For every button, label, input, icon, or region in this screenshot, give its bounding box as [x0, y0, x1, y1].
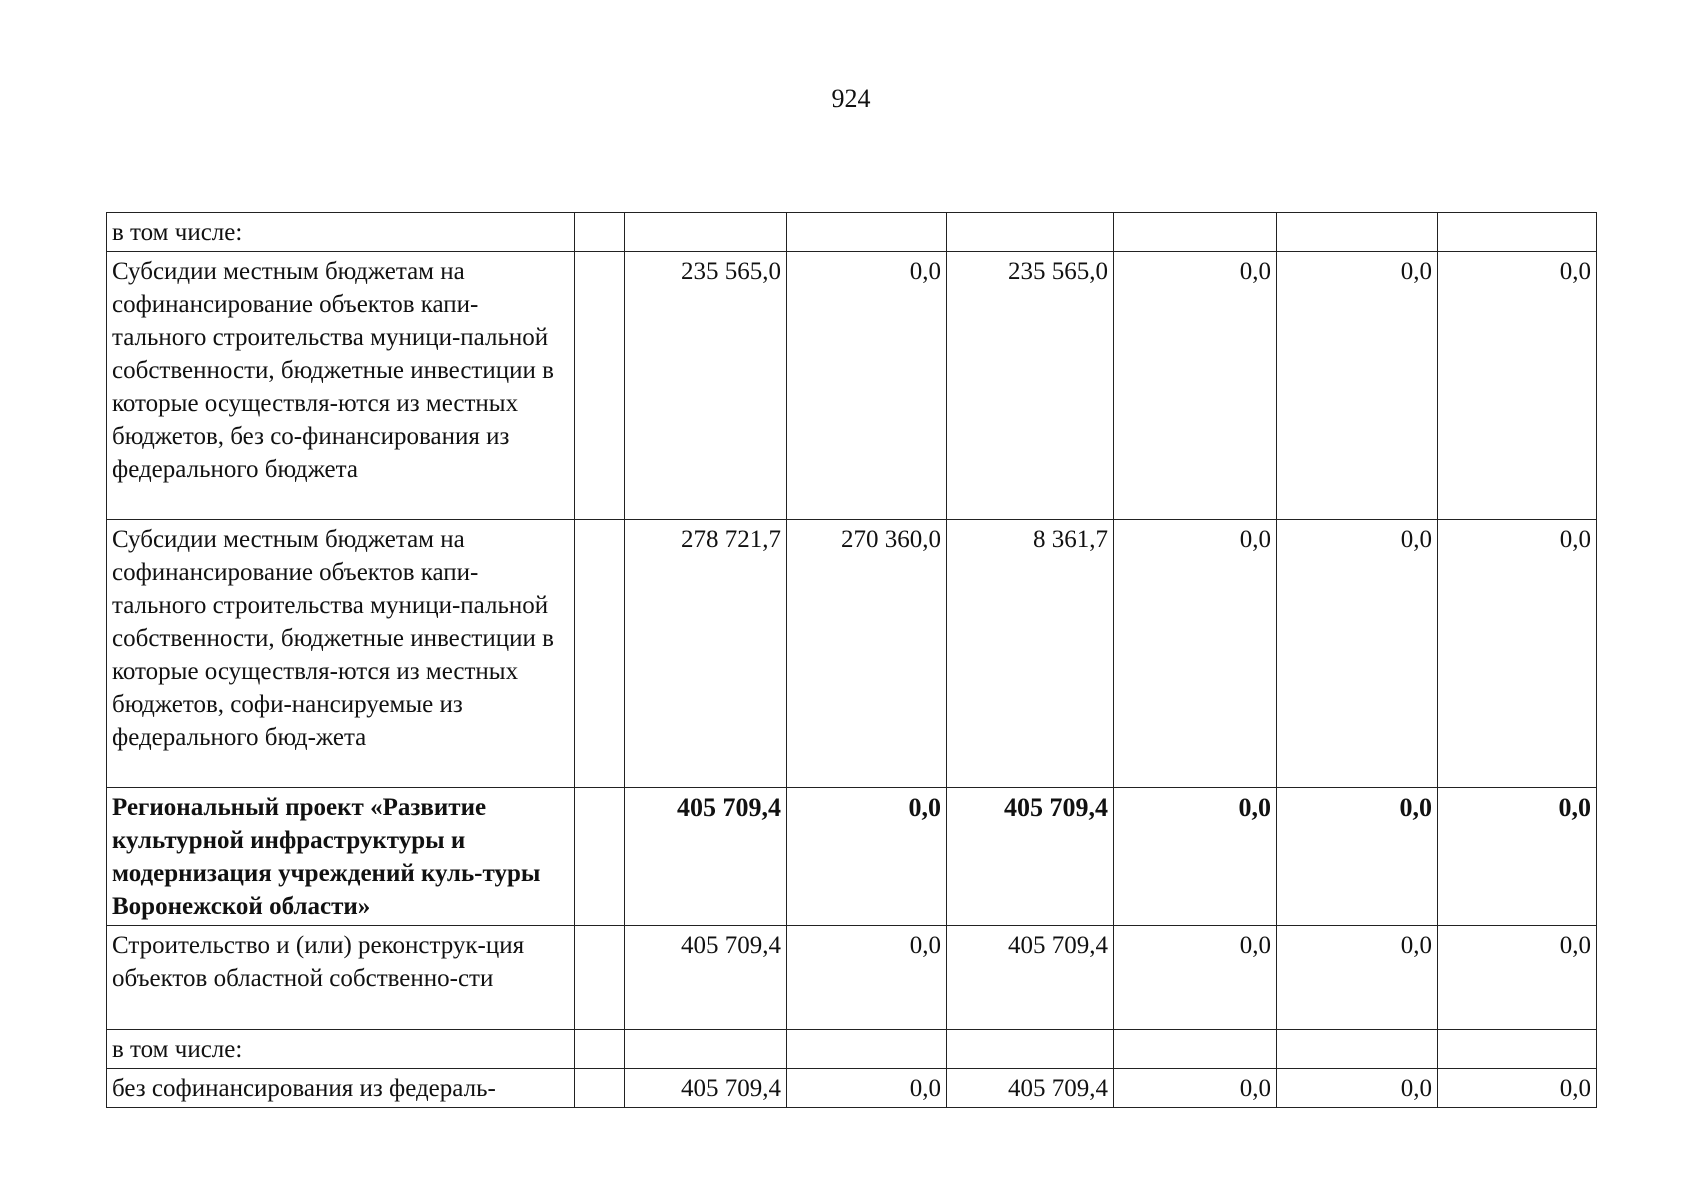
value-cell: 278 721,7 — [625, 520, 787, 788]
row-label: без софинансирования из федераль- — [107, 1069, 575, 1108]
table-row — [107, 252, 1597, 520]
table-row — [107, 926, 1597, 1030]
value-cell: 0,0 — [1438, 1069, 1597, 1108]
value-cell: 0,0 — [1438, 252, 1597, 520]
table-row — [107, 1069, 1597, 1108]
value-cell: 0,0 — [1438, 788, 1597, 926]
code-cell — [575, 1030, 625, 1069]
value-cell: 270 360,0 — [787, 520, 947, 788]
value-cell: 8 361,7 — [947, 520, 1114, 788]
value-cell: 0,0 — [787, 1069, 947, 1108]
value-cell: 235 565,0 — [625, 252, 787, 520]
value-cell: 0,0 — [1277, 788, 1438, 926]
row-label: Субсидии местным бюджетам на софинансирование объектов капи-тального строительства муници-пальной собственности, бюджетные инвестиции в которые осуществля-ются из местных бюджетов, софи-нансируемые из федерального бюд-жета — [107, 520, 575, 788]
value-cell: 0,0 — [1114, 252, 1277, 520]
value-cell: 405 709,4 — [625, 926, 787, 1030]
value-cell: 405 709,4 — [625, 1069, 787, 1108]
value-cell: 405 709,4 — [947, 1069, 1114, 1108]
value-cell — [1277, 1030, 1438, 1069]
value-cell: 0,0 — [1277, 926, 1438, 1030]
table-row-project — [107, 788, 1597, 926]
row-label: Региональный проект «Развитие культурной инфраструктуры и модернизация учреждений куль-туры Воронежской области» — [107, 788, 575, 926]
value-cell — [787, 213, 947, 252]
value-cell: 0,0 — [1277, 252, 1438, 520]
value-cell: 0,0 — [787, 252, 947, 520]
value-cell: 0,0 — [1277, 1069, 1438, 1108]
value-cell: 0,0 — [1114, 520, 1277, 788]
value-cell: 0,0 — [1114, 1069, 1277, 1108]
value-cell: 0,0 — [787, 788, 947, 926]
value-cell: 0,0 — [1438, 520, 1597, 788]
value-cell — [1114, 1030, 1277, 1069]
value-cell — [947, 1030, 1114, 1069]
value-cell — [625, 213, 787, 252]
table-row — [107, 213, 1597, 252]
value-cell: 405 709,4 — [625, 788, 787, 926]
code-cell — [575, 1069, 625, 1108]
value-cell — [1114, 213, 1277, 252]
value-cell — [1438, 1030, 1597, 1069]
table-row — [107, 1030, 1597, 1069]
code-cell — [575, 926, 625, 1030]
code-cell — [575, 252, 625, 520]
value-cell: 0,0 — [1114, 926, 1277, 1030]
value-cell — [947, 213, 1114, 252]
row-label: Субсидии местным бюджетам на софинансирование объектов капи-тального строительства муници-пальной собственности, бюджетные инвестиции в которые осуществля-ются из местных бюджетов, без со-финансирования из федерального бюджета — [107, 252, 575, 520]
value-cell — [1277, 213, 1438, 252]
value-cell — [625, 1030, 787, 1069]
row-label: в том числе: — [107, 1030, 575, 1069]
value-cell: 0,0 — [1114, 788, 1277, 926]
page-number: 924 — [831, 84, 871, 113]
value-cell: 405 709,4 — [947, 788, 1114, 926]
code-cell — [575, 788, 625, 926]
row-label: в том числе: — [107, 213, 575, 252]
budget-table — [106, 212, 1597, 1108]
value-cell: 405 709,4 — [947, 926, 1114, 1030]
value-cell: 0,0 — [1438, 926, 1597, 1030]
code-cell — [575, 213, 625, 252]
value-cell: 0,0 — [1277, 520, 1438, 788]
table-row — [107, 520, 1597, 788]
value-cell — [787, 1030, 947, 1069]
code-cell — [575, 520, 625, 788]
value-cell: 235 565,0 — [947, 252, 1114, 520]
value-cell: 0,0 — [787, 926, 947, 1030]
value-cell — [1438, 213, 1597, 252]
row-label: Строительство и (или) реконструк-ция объектов областной собственно-сти — [107, 926, 575, 1030]
